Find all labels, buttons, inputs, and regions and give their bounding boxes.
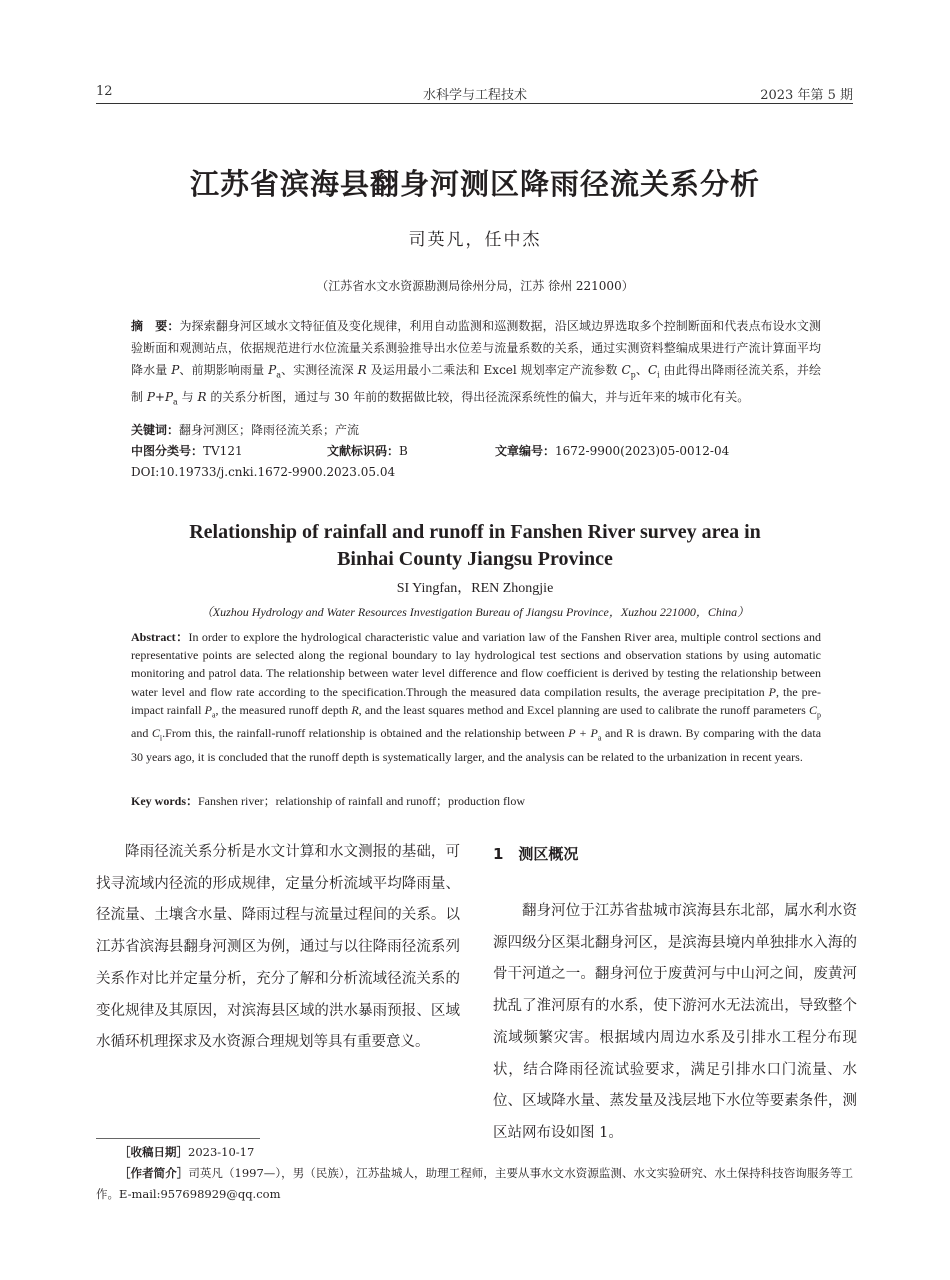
intro-paragraph: 降雨径流关系分析是水文计算和水文测报的基础，可找寻流域内径流的形成规律，定量分析流域平均降雨量、径流量、土壤含水量、降雨过程与流量过程间的关系。以江苏省滨海县翻身河测区为例，通过与以往降雨径流系列关系作对比并定量分析，充分了解和分析流域径流关系的变化规律及其原因，对滨海县区域的洪水暴雨预报、区域水循环机理探求及水资源合理规划等具有重要意义。 xyxy=(96,844,460,1051)
abstract-cn-label: 摘 要： xyxy=(131,319,180,333)
page-number: 12 xyxy=(96,84,113,99)
paper-title-cn: 江苏省滨海县翻身河测区降雨径流关系分析 xyxy=(189,167,760,201)
paper-title-en: Relationship of rainfall and runoff in Fanshen River survey area in Binhai County Jiangsu Province xyxy=(189,521,761,570)
body-right-column xyxy=(493,896,857,1150)
keywords-cn: 关键词：翻身河测区；降雨径流关系；产流 xyxy=(131,423,360,437)
survey-area-paragraph: 翻身河位于江苏省盐城市滨海县东北部，属水利水资源四级分区渠北翻身河区，是滨海县境内单独排水入海的骨干河道之一。翻身河位于废黄河与中山河之间，废黄河扰乱了淮河原有的水系，使下游河水无法流出，导致整个流域频繁灾害。根据域内周边水系及引排水工程分布现状，结合降雨径流试验要求，满足引排水口门流量、水位、区域降水量、蒸发量及浅层地下水位等要素条件，测区站网布设如图 1。 xyxy=(493,903,857,1141)
footnote-rule xyxy=(96,1138,260,1139)
authors-cn: 司英凡，任中杰 xyxy=(408,230,542,250)
abstract-cn: 摘 要：为探索翻身河区域水文特征值及变化规律，利用自动监测和巡测数据，沿区域边界选取多个控制断面和代表点布设水文测验断面和观测站点，依据规范进行水位流量关系测验推导出水位差与流量系数的关系，通过实测资料整编成果进行产流计算面平均降水量 P、前期影响雨量 $P_a$、实测径流深 R 及运用最小二乘法和 Excel 规划率定产流参数 $C_p$、$C_i$ 由此得出降雨径流关系，并绘制 $P+P_a$ 与 R 的关系分析图，通过与 30 年前的数据做比较，得出径流深系统性的偏大，并与近年来的城市化有关。 xyxy=(131,319,821,407)
section-heading: 1 测区概况 xyxy=(493,845,579,863)
document-code: 文献标识码：B xyxy=(327,444,408,458)
header-rule xyxy=(96,103,853,104)
abstract-en: Abstract：In order to explore the hydrological characteristic value and variation law of the Fanshen River area, multiple control sections and representative points are selected along the regional boundary to lay hydrological test sections and observation stations by using automatic monitoring and patrol data. The relationship between water level difference and flow coefficient is derived by testing the relationship between water level and flow rate according to the specification.Through the measured data compilation results, the average precipitation P, the pre-impact rainfall $P_a$, the measured runoff depth R, and the least squares method and Excel planning are used to calibrate the runoff parameters $C_p$ and $C_i.From$ this, the rainfall-runoff relationship is obtained and the relationship between $P + P_a$ and R is drawn. By comparing with the data 30 years ago, it is concluded that the runoff depth is systematically larger, and the analysis can be related to the urbanization in recent years. xyxy=(131,630,822,764)
author-bio: ［作者简介］司英凡（1997—），男（民族），江苏盐城人，助理工程师，主要从事水文水资源监测、水文实验研究、水土保持科技咨询服务等工作。E-mail:957698929@qq.com xyxy=(96,1166,854,1201)
abstract-en-label: Abstract： xyxy=(131,630,189,644)
body-left-column xyxy=(96,837,460,1059)
journal-name: 水科学与工程技术 xyxy=(422,88,527,103)
issue-label: 2023 年第 5 期 xyxy=(760,88,853,103)
clc-number: 中图分类号：TV121 xyxy=(131,444,243,458)
received-date: ［收稿日期］2023-10-17 xyxy=(119,1145,255,1159)
authors-en: SI Yingfan，REN Zhongjie xyxy=(396,581,554,596)
affiliation-cn: （江苏省水文水资源勘测局徐州分局，江苏 徐州 221000） xyxy=(316,279,634,293)
affiliation-en: （Xuzhou Hydrology and Water Resources Investigation Bureau of Jiangsu Province，Xuzhou 221000，China） xyxy=(200,605,750,619)
article-number: 文章编号：1672-9900(2023)05-0012-04 xyxy=(495,444,730,458)
doi[interactable]: DOI:10.19733/j.cnki.1672-9900.2023.05.04 xyxy=(131,465,396,479)
keywords-en: Key words：Fanshen river；relationship of rainfall and runoff；production flow xyxy=(131,794,526,808)
